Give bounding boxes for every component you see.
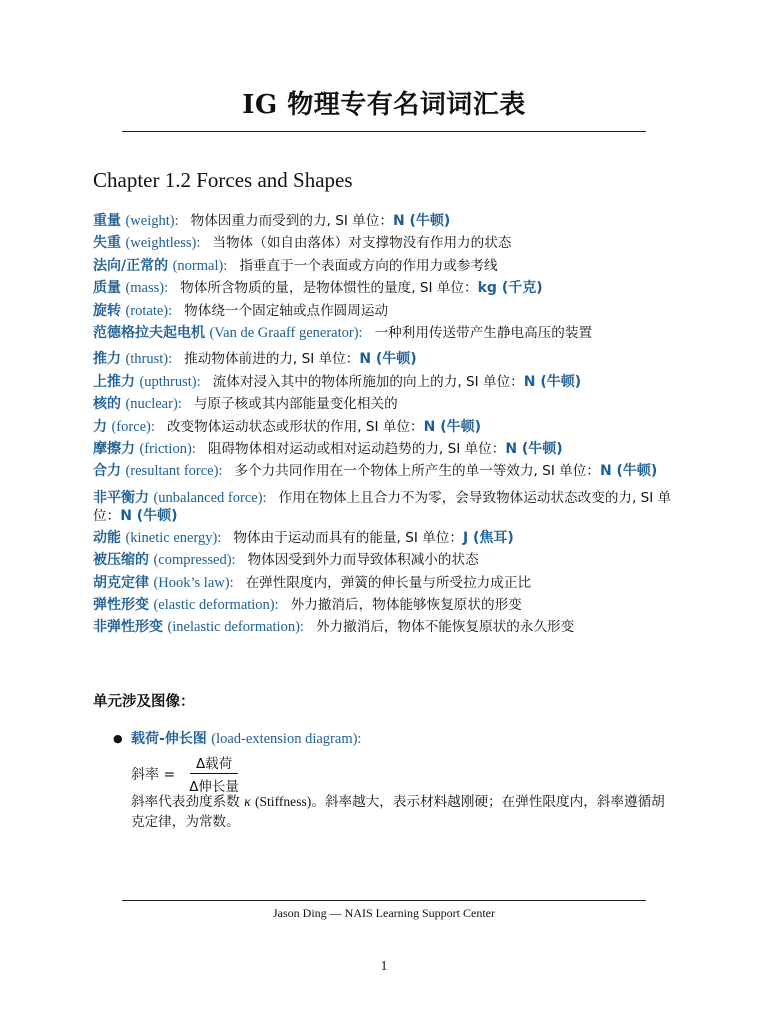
- term-unit: N (牛顿): [599, 463, 658, 480]
- term-unit: N (牛顿): [359, 351, 417, 368]
- term-definition: 推动物体前进的力, SI 单位：: [184, 351, 360, 368]
- term-cn: 弹性形变: [93, 597, 149, 614]
- term-en: (force):: [111, 418, 155, 435]
- term-cn: 上推力: [93, 373, 135, 390]
- title-rule: [122, 131, 646, 132]
- term-unit: J (焦耳): [462, 529, 514, 546]
- term-definition: 作用在物体上且合力不为零，会导致物体运动状态改变的力, SI 单位：: [93, 489, 672, 524]
- term-unit: N (牛顿): [505, 441, 563, 458]
- term-en: (inelastic deformation):: [167, 619, 304, 636]
- explain-pre: 斜率代表劲度系数: [131, 794, 240, 810]
- term-definition: 与原子核或其内部能量变化相关的: [193, 396, 398, 413]
- term-en: (Van de Graaff generator):: [209, 325, 363, 342]
- term-en: (rotate):: [125, 302, 173, 319]
- term-definition: 物体由于运动而具有的能量, SI 单位：: [233, 529, 463, 546]
- term-unit: N (牛顿): [392, 213, 451, 229]
- term-en: (Hook’s law):: [153, 574, 234, 591]
- glossary-item: [93, 348, 677, 370]
- term-cn: 推力: [93, 351, 121, 368]
- glossary-item: [93, 300, 677, 322]
- term-cn: 非弹性形变: [93, 619, 163, 636]
- term-en: (nuclear):: [125, 396, 182, 413]
- term-cn: 胡克定律: [93, 574, 149, 591]
- term-definition: 改变物体运动状态或形状的作用, SI 单位：: [166, 418, 424, 435]
- glossary-item: [93, 277, 677, 299]
- term-cn: 非平衡力: [93, 489, 149, 506]
- diagram-item-title: [131, 728, 361, 748]
- glossary-item: [93, 487, 677, 527]
- glossary-item: [93, 549, 677, 571]
- term-definition: 流体对浸入其中的物体所施加的向上的力, SI 单位：: [212, 373, 524, 390]
- term-cn: 范德格拉夫起电机: [93, 325, 205, 342]
- term-cn: 被压缩的: [93, 552, 149, 569]
- footer-credit: Jason Ding — NAIS Learning Support Center: [273, 906, 495, 920]
- term-unit: N (牛顿): [120, 507, 178, 524]
- document-title: IG 物理专有名词词汇表: [242, 90, 526, 120]
- glossary-item: [93, 232, 677, 254]
- term-cn: 力: [93, 418, 107, 435]
- term-en: (weight):: [125, 213, 179, 229]
- term-definition: 外力撤消后，物体能够恢复原状的形变: [290, 597, 522, 614]
- footer-rule: [122, 900, 646, 901]
- glossary-item: [93, 255, 677, 277]
- term-en: (unbalanced force):: [153, 489, 267, 506]
- term-definition: 在弹性限度内，弹簧的伸长量与所受拉力成正比: [245, 574, 532, 591]
- diagram-name-cn: 载荷-伸长图: [131, 731, 207, 747]
- term-definition: 阻碍物体相对运动或相对运动趋势的力, SI 单位：: [207, 441, 506, 458]
- term-definition: 物体绕一个固定轴或点作圆周运动: [184, 302, 389, 319]
- formula-denominator: Δ伸长量: [189, 779, 239, 795]
- kappa-symbol: κ: [244, 794, 251, 809]
- explain-post: 。斜率越大，表示材料越刚硬；在弹性限度内，斜率遵循胡克定律，为常数。: [131, 794, 665, 830]
- glossary-item: [93, 460, 677, 486]
- term-en: (mass):: [125, 280, 169, 297]
- slope-explanation: [131, 792, 678, 832]
- glossary-item: [93, 210, 677, 232]
- term-unit: kg (千克): [477, 280, 543, 297]
- formula-numerator: Δ载荷: [190, 752, 238, 774]
- glossary-item: [93, 527, 677, 549]
- term-en: (friction):: [139, 441, 196, 458]
- glossary-item: [93, 322, 677, 348]
- glossary-item: [93, 371, 677, 393]
- term-en: (normal):: [172, 257, 228, 274]
- slope-formula: [131, 752, 245, 795]
- term-cn: 旋转: [93, 302, 121, 319]
- explain-en: (Stiffness): [254, 794, 312, 809]
- term-en: (upthrust):: [139, 373, 201, 390]
- term-definition: 物体因受到外力而导致体积减小的状态: [247, 552, 479, 569]
- term-definition: 物体因重力而受到的力, SI 单位：: [190, 213, 393, 229]
- glossary-item: [93, 572, 677, 594]
- term-definition: 指垂直于一个表面或方向的作用力或参考线: [239, 257, 498, 274]
- term-en: (thrust):: [125, 351, 173, 368]
- term-cn: 核的: [93, 396, 121, 413]
- term-en: (kinetic energy):: [125, 529, 222, 546]
- term-definition: 物体所含物质的量，是物体惯性的量度, SI 单位：: [180, 280, 478, 297]
- term-unit: N (牛顿): [523, 373, 582, 390]
- term-en: (elastic deformation):: [153, 597, 279, 614]
- term-cn: 摩擦力: [93, 441, 135, 458]
- formula-fraction: [183, 752, 245, 795]
- formula-lhs: 斜率 =: [131, 766, 176, 783]
- term-unit: N (牛顿): [423, 418, 482, 435]
- term-cn: 失重: [93, 235, 121, 252]
- bullet-icon: ●: [113, 732, 123, 745]
- term-definition: 多个力共同作用在一个物体上所产生的单一等效力, SI 单位：: [234, 463, 600, 480]
- term-en: (resultant force):: [125, 463, 223, 480]
- term-cn: 质量: [93, 280, 121, 297]
- glossary-item: [93, 416, 677, 438]
- glossary-item: [93, 393, 677, 415]
- term-cn: 法向/正常的: [93, 257, 169, 274]
- chapter-heading: Chapter 1.2 Forces and Shapes: [93, 168, 353, 192]
- section-heading: 单元涉及图像：: [93, 694, 195, 710]
- term-definition: 外力撤消后，物体不能恢复原状的永久形变: [315, 619, 575, 636]
- glossary-item: [93, 616, 677, 638]
- glossary-item: [93, 438, 677, 460]
- glossary-item: [93, 594, 677, 616]
- term-en: (weightless):: [125, 235, 201, 252]
- term-cn: 重量: [93, 213, 121, 229]
- diagram-name-en: (load-extension diagram):: [211, 731, 362, 747]
- term-cn: 合力: [93, 463, 121, 480]
- term-definition: 当物体（如自由落体）对支撑物没有作用力的状态: [212, 235, 512, 252]
- term-definition: 一种利用传送带产生静电高压的装置: [374, 325, 593, 342]
- term-en: (compressed):: [153, 552, 236, 569]
- term-cn: 动能: [93, 529, 121, 546]
- page-number: 1: [380, 958, 388, 973]
- glossary-list: [93, 210, 677, 639]
